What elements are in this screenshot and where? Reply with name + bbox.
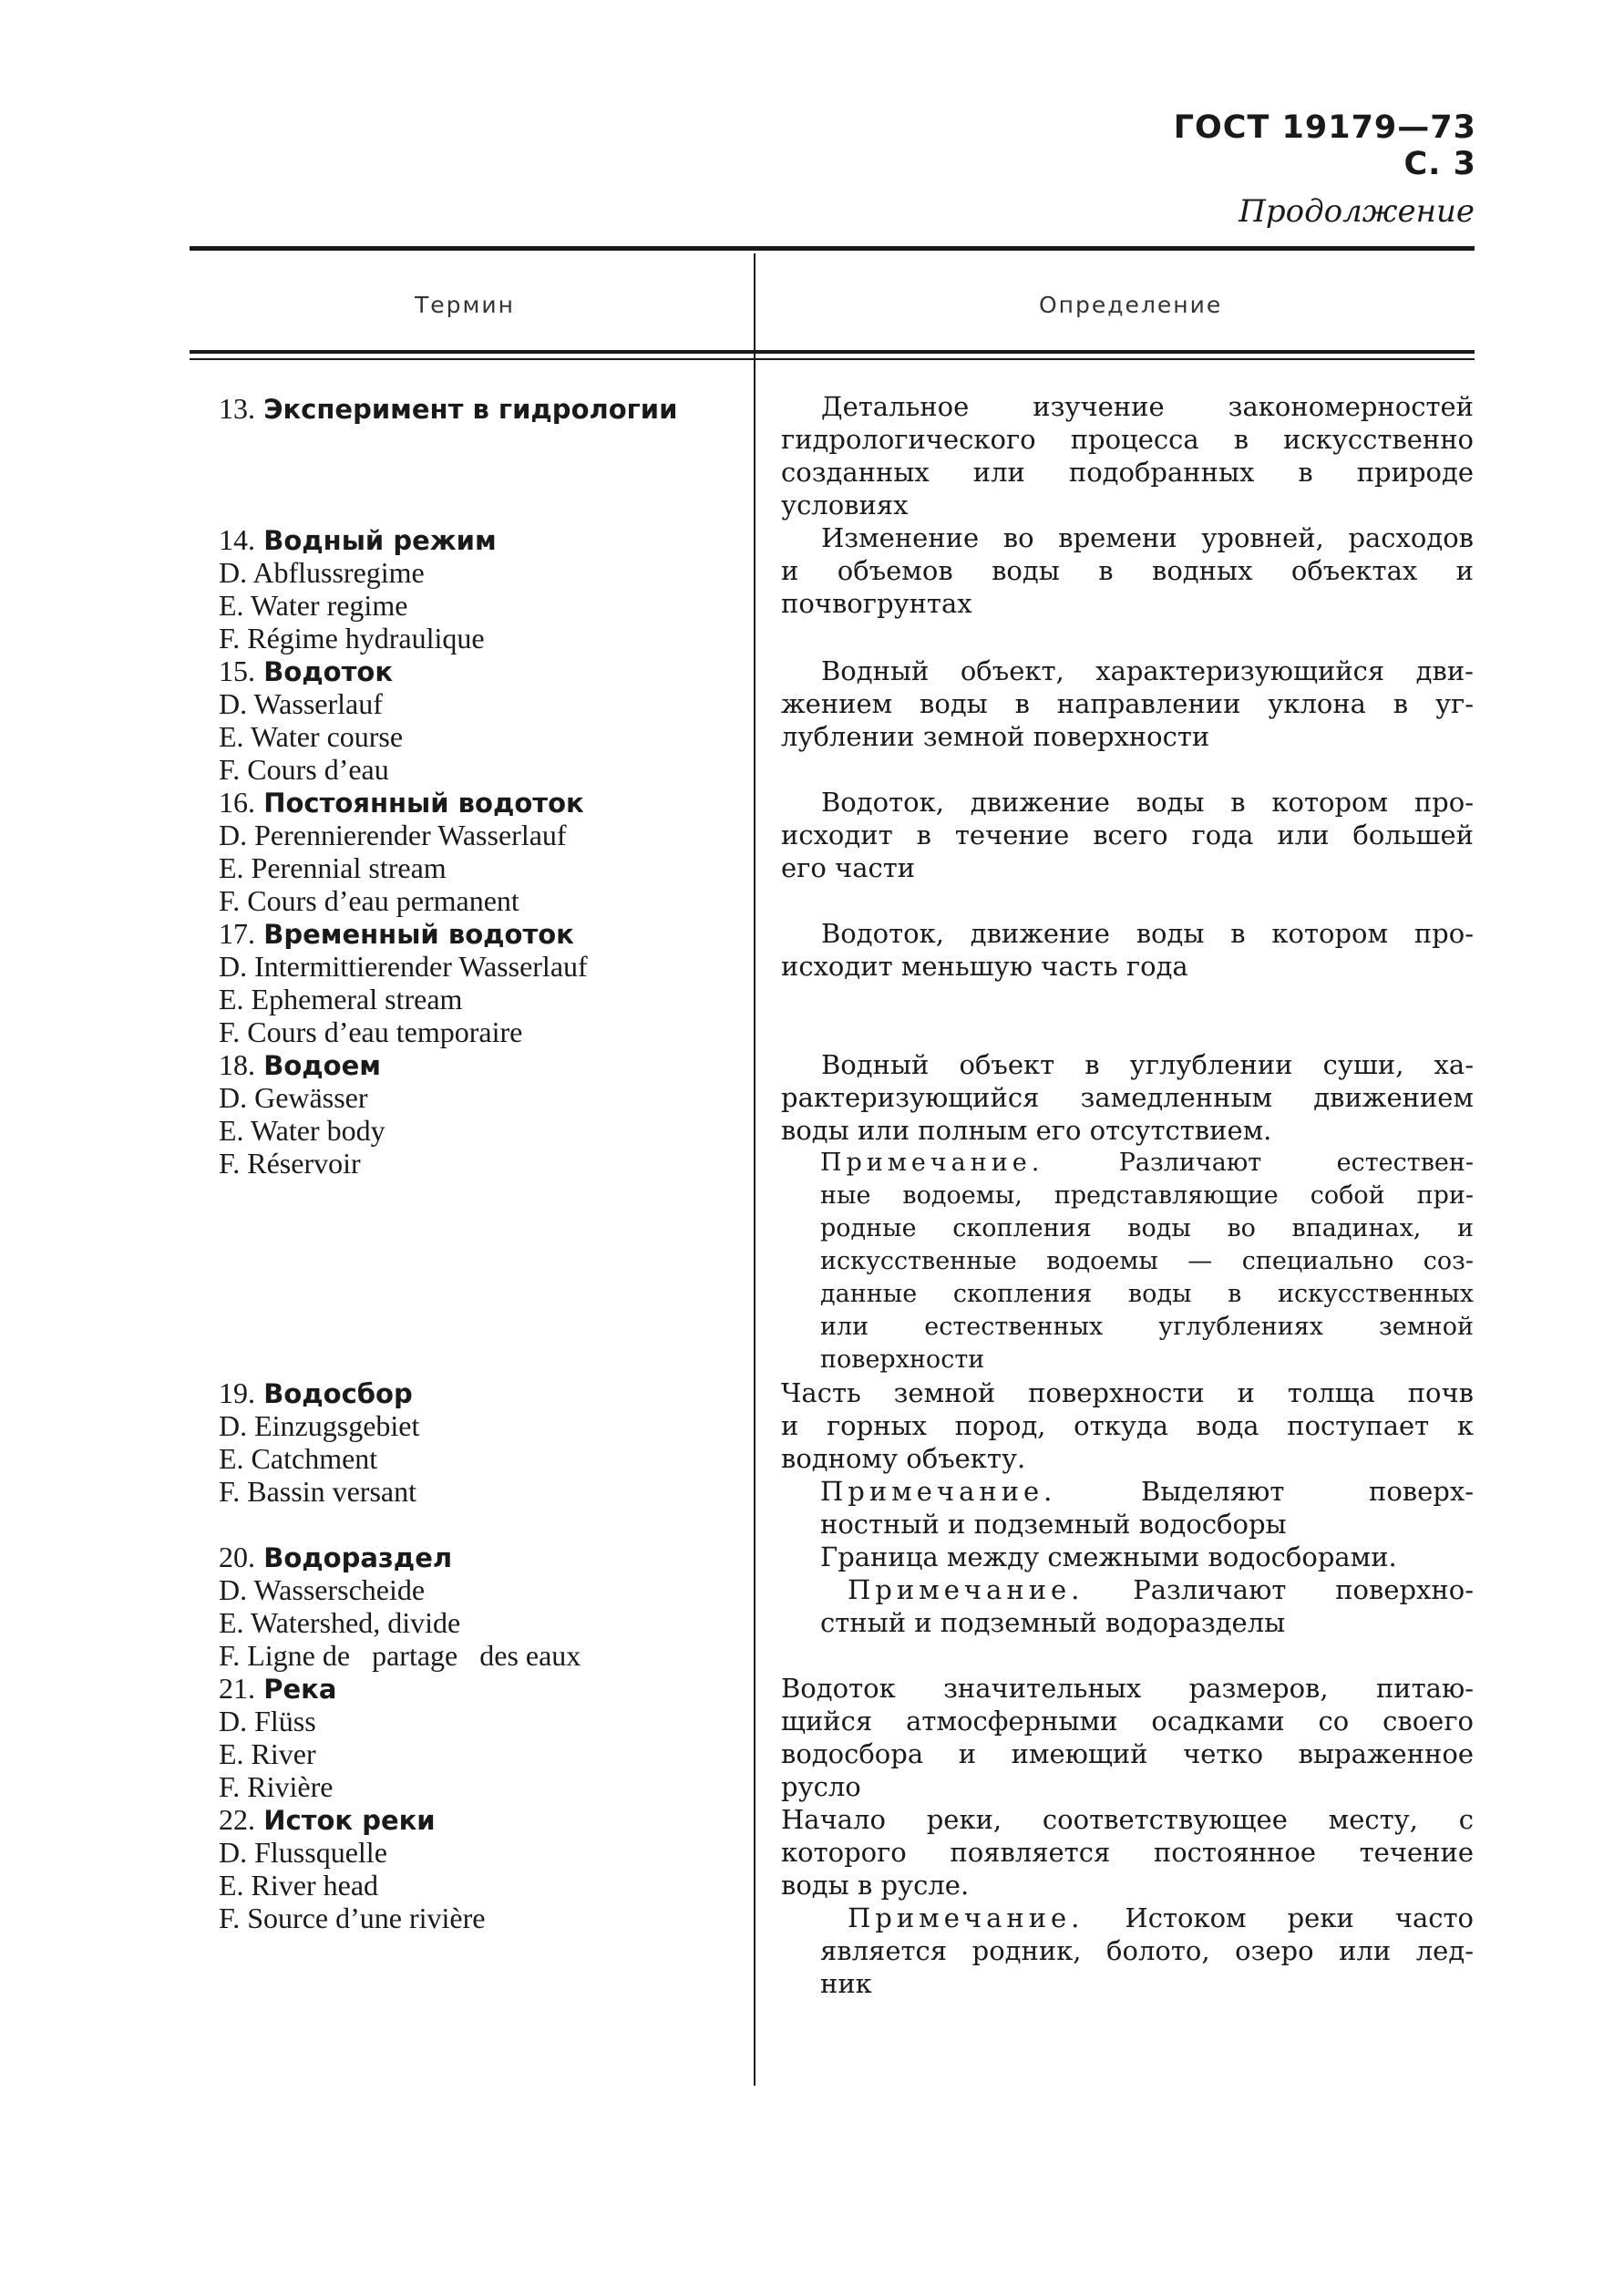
term-21-de: D. Flüss [219, 1705, 316, 1737]
note-label: Примечание. [848, 1902, 1084, 1933]
def-22-note-line: ник [820, 1968, 872, 1999]
term-15-fr: F. Cours d’eau [219, 753, 389, 786]
def-13-line: Детальное изучение закономерностей [821, 391, 1474, 422]
table-top-rule [190, 246, 1475, 251]
term-18-fr: F. Réservoir [219, 1147, 361, 1180]
def-21-line: русло [781, 1771, 861, 1802]
note-label: Примечание. [820, 1476, 1057, 1507]
term-16-de: D. Perennierender Wasserlauf [219, 819, 567, 851]
def-17-line: исходит меньшую часть года [781, 951, 1188, 982]
term-21-fr: F. Rivière [219, 1770, 334, 1803]
term-19-fr: F. Bassin versant [219, 1475, 416, 1508]
def-14-line: Изменение во времени уровней, расходов [821, 522, 1474, 553]
term-17-de: D. Intermittierender Wasserlauf [219, 950, 588, 983]
def-21-line: щийся атмосферными осадками со своего [781, 1706, 1474, 1737]
def-16-line: исходит в течение всего года или большей [781, 819, 1474, 850]
def-15-line: Водный объект, характеризующийся дви- [821, 655, 1474, 686]
def-18-line: Водный объект в углублении суши, ха- [821, 1049, 1474, 1080]
def-21-line: Водоток значительных размеров, питаю- [781, 1673, 1474, 1704]
term-15-de: D. Wasserlauf [219, 687, 383, 720]
def-19-line: и горных пород, откуда вода поступает к [781, 1410, 1474, 1441]
term-19: 19. Водосбор [219, 1376, 413, 1409]
term-14-de: D. Abflussregime [219, 556, 425, 589]
def-18-note-line: данные скопления воды в искусственных [820, 1280, 1474, 1308]
def-19-line: водному объекту. [781, 1443, 1026, 1474]
column-header-term: Термин [415, 292, 515, 318]
def-22-line: Начало реки, соответствующее месту, с [781, 1804, 1474, 1835]
term-14-en: E. Water regime [219, 589, 408, 622]
def-22-line: воды в русле. [781, 1870, 970, 1901]
term-20-de: D. Wasserscheide [219, 1573, 426, 1606]
document-code: ГОСТ 19179—73 С. 3 [1173, 109, 1476, 182]
def-22-line: которого появляется постоянное течение [781, 1837, 1474, 1868]
def-15-line: жением воды в направлении уклона в уг- [781, 688, 1474, 719]
term-20-fr: F. Ligne de partage des eaux [219, 1639, 581, 1672]
def-13-line: гидрологического процесса в искусственно [781, 424, 1474, 455]
def-20-note-line: стный и подземный водоразделы [820, 1607, 1286, 1638]
term-21-en: E. River [219, 1737, 316, 1770]
table-header-rule [190, 350, 1475, 354]
def-18-line: воды или полным его отсутствием. [781, 1115, 1272, 1146]
def-18-line: рактеризующийся замедленным движением [781, 1082, 1474, 1113]
term-20-en: E. Watershed, divide [219, 1606, 461, 1639]
def-13-line: условиях [781, 490, 909, 521]
term-15: 15. Водоток [219, 655, 394, 687]
def-20-line: Граница между смежными водосборами. [820, 1541, 1397, 1572]
term-22-de: D. Flussquelle [219, 1836, 387, 1869]
term-14: 14. Водный режим [219, 523, 497, 556]
term-18-de: D. Gewässer [219, 1081, 368, 1114]
column-divider [754, 253, 755, 2086]
table-header-rule-thin [190, 358, 1475, 360]
term-22-fr: F. Source d’une rivière [219, 1902, 486, 1934]
def-13-line: созданных или подобранных в природе [781, 457, 1474, 488]
column-header-definition: Определение [1039, 292, 1223, 318]
def-17-line: Водоток, движение воды в котором про- [821, 918, 1474, 949]
term-13: 13. Эксперимент в гидрологии [219, 392, 678, 425]
def-18-note-line: родные скопления воды во впадинах, и [820, 1214, 1474, 1242]
term-16: 16. Постоянный водоток [219, 786, 584, 819]
continuation-label: Продолжение [1239, 193, 1475, 230]
def-18-note-line: искусственные водоемы — специально соз- [820, 1247, 1474, 1275]
term-19-en: E. Catchment [219, 1442, 378, 1475]
term-14-fr: F. Régime hydraulique [219, 622, 485, 655]
def-14-line: и объемов воды в водных объектах и [781, 555, 1474, 586]
def-16-line: Водоток, движение воды в котором про- [821, 787, 1474, 818]
term-15-en: E. Water course [219, 720, 404, 753]
term-17: 17. Временный водоток [219, 917, 574, 950]
def-18-note-line: Примечание. Различают естествен- [820, 1149, 1474, 1177]
def-20-note-line: Примечание. Различают поверхно- [848, 1574, 1474, 1605]
term-18-en: E. Water body [219, 1114, 385, 1147]
def-21-line: водосбора и имеющий четко выраженное [781, 1738, 1474, 1769]
note-label: Примечание. [848, 1574, 1084, 1605]
def-18-note-line: ные водоемы, представляющие собой при- [820, 1181, 1474, 1210]
term-18: 18. Водоем [219, 1048, 381, 1081]
term-21: 21. Река [219, 1672, 337, 1705]
def-19-note-line: ностный и подземный водосборы [820, 1509, 1287, 1540]
def-22-note-line: является родник, болото, озеро или лед- [820, 1935, 1474, 1966]
def-22-note-line: Примечание. Истоком реки часто [848, 1902, 1475, 1933]
term-20: 20. Водораздел [219, 1541, 453, 1573]
def-15-line: лублении земной поверхности [781, 721, 1210, 752]
term-16-en: E. Perennial stream [219, 851, 447, 884]
term-16-fr: F. Cours d’eau permanent [219, 884, 519, 917]
def-19-line: Часть земной поверхности и толща почв [781, 1377, 1474, 1408]
def-19-note-line: Примечание. Выделяют поверх- [820, 1476, 1474, 1507]
def-16-line: его части [781, 852, 916, 883]
term-22: 22. Исток реки [219, 1803, 436, 1836]
term-17-fr: F. Cours d’eau temporaire [219, 1015, 523, 1048]
def-14-line: почвогрунтах [781, 588, 972, 619]
term-22-en: E. River head [219, 1869, 379, 1902]
term-19-de: D. Einzugsgebiet [219, 1409, 420, 1442]
term-17-en: E. Ephemeral stream [219, 983, 463, 1015]
def-18-note-line: или естественных углублениях земной [820, 1313, 1474, 1341]
def-18-note-line: поверхности [820, 1345, 985, 1374]
note-label: Примечание. [820, 1149, 1044, 1177]
